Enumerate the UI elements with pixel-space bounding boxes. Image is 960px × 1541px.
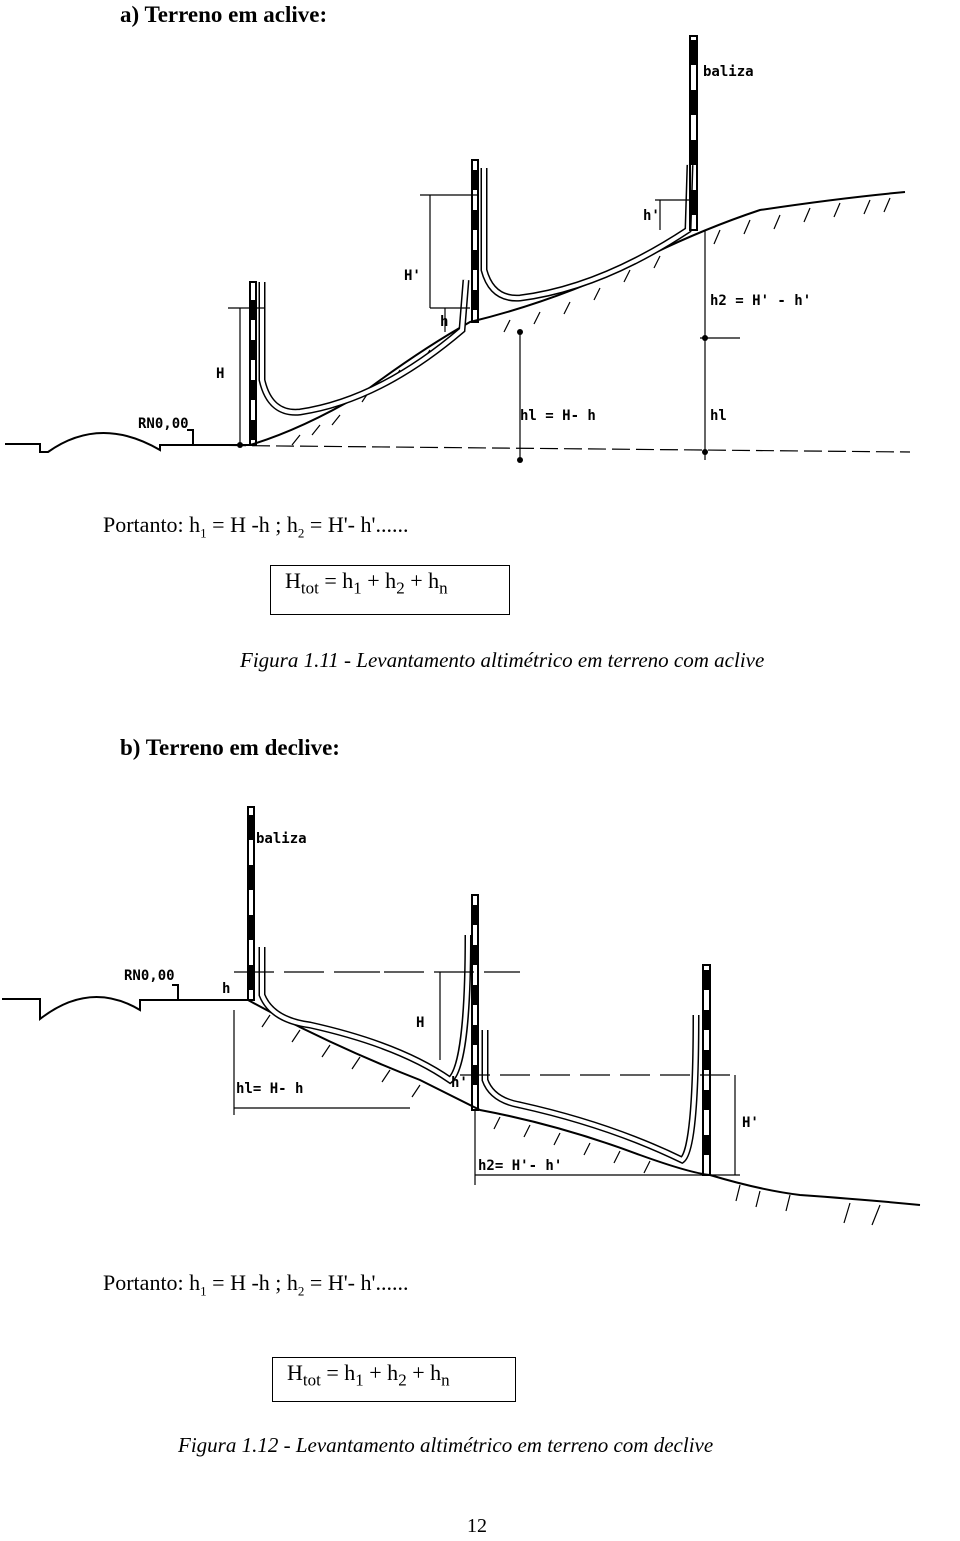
label-H-prime: H' [404,268,421,284]
portanto-b: Portanto: $h_1 = H$ -h ; $h_2 = H'-$ h'...... [103,1270,409,1299]
portanto-a: Portanto: $h_1 = H$ -h ; $h_2 = H'-$ h'...... [103,512,409,541]
label-rn: RN0,00 [138,416,189,432]
label-h-prime-b: h' [451,1075,468,1091]
label-h-b: h [222,981,231,997]
formula-box-a: $H_{tot} = h_1 + h_2 + h_n$ [270,565,510,615]
label-h2-eq: h2 = H' - h' [710,293,812,309]
label-baliza: baliza [703,64,754,80]
caption-b: Figura 1.12 - Levantamento altimétrico em terreno com declive [178,1433,714,1457]
page-number: 12 [467,1515,487,1537]
figure-aclive [0,20,960,510]
formula-box-b: $H_{tot} = h_1 + h_2 + h_n$ [272,1357,516,1402]
label-H-prime-b: H' [742,1115,759,1131]
label-h2-eq-b: h2= H'- h' [478,1158,563,1174]
section-a-heading: a) Terreno em aclive: [120,2,328,27]
label-H-b: H [416,1015,425,1031]
label-h-prime: h' [643,208,660,224]
label-h: h [440,314,449,330]
section-b-heading: b) Terreno em declive: [120,735,340,760]
label-hl: hl [710,408,727,424]
caption-a: Figura 1.11 - Levantamento altimétrico em terreno com aclive [240,648,765,672]
label-baliza-b: baliza [256,831,307,847]
label-H: H [216,366,225,382]
label-h1-eq: hl = H- h [520,408,596,424]
figure-declive [0,795,960,1245]
label-rn-b: RN0,00 [124,968,175,984]
label-h1-eq-b: hl= H- h [236,1081,304,1097]
